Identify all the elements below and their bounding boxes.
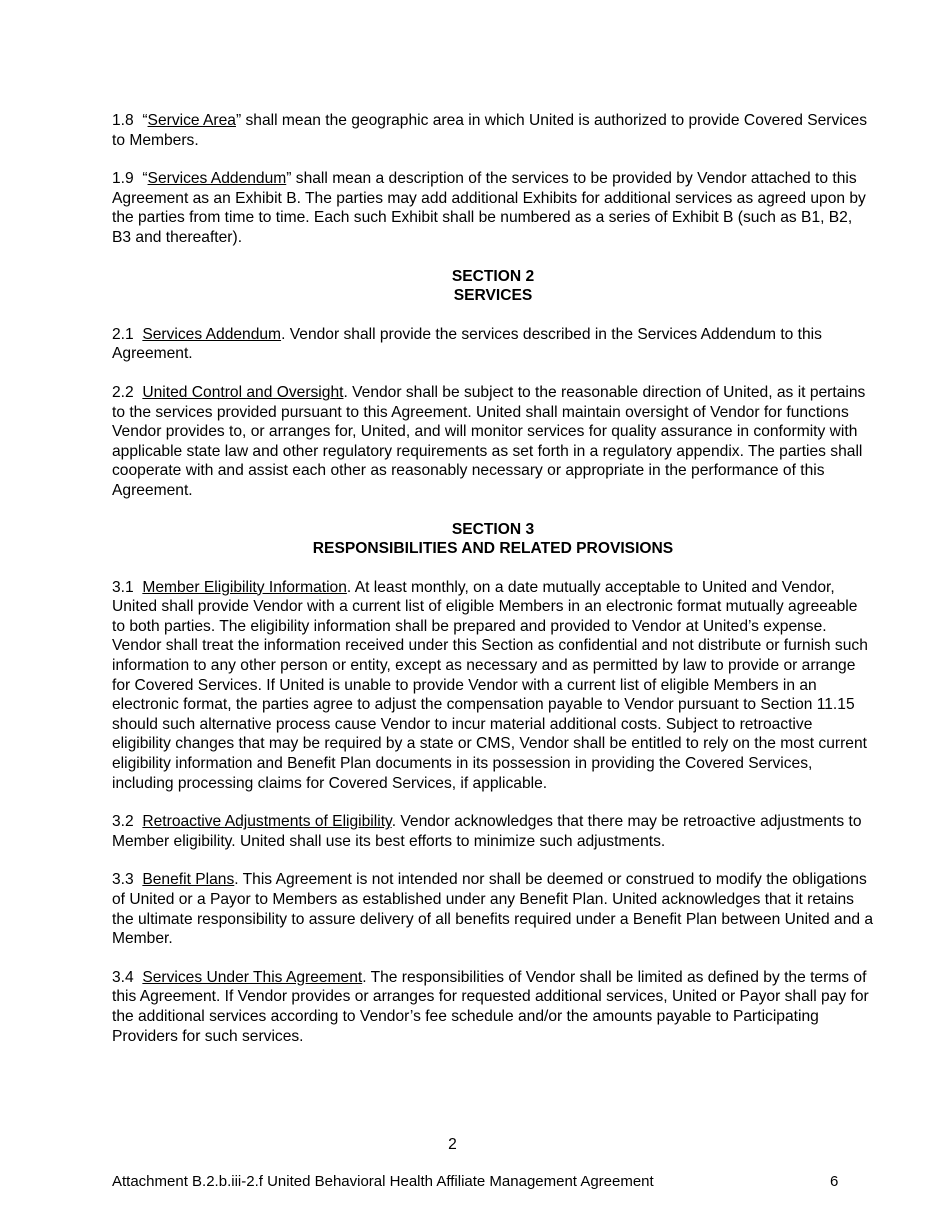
paragraph-heading: Benefit Plans	[142, 871, 235, 889]
paragraph-text: . Vendor shall provide the services described in the Services Addendum to this Agreement.	[112, 325, 822, 363]
section-title: RESPONSIBILITIES AND RELATED PROVISIONS	[312, 540, 674, 558]
paragraph-3-4	[112, 968, 874, 1046]
paragraph-heading: United Control and Oversight	[142, 383, 344, 401]
document-body	[112, 111, 874, 1065]
section-label: SECTION 3	[451, 520, 535, 538]
paragraph-3-1	[112, 578, 874, 794]
paragraph-text: . At least monthly, on a date mutually acceptable to United and Vendor, United shall provide Vendor with a current list of eligible Members in an electronic format mutually agreeable to both parties. The eligibility information shall be prepared and provided to Vendor at United’s expense. Vendor shall treat the information received under this Section as confidential and not distribute or furnish such information to any other person or entity, except as necessary and as permitted by law to provide or arrange for Covered Services. If United is unable to provide Vendor with a current list of eligible Members in an electronic format, the parties agree to adjust the compensation payable to Vendor pursuant to Section 11.15 should such alternative process cause Vendor to incur material additional costs. Subject to retroactive eligibility changes that may be required by a state or CMS, Vendor shall be entitled to rely on the most current eligibility information and Benefit Plan documents in its possession in providing the Covered Services, including processing claims for Covered Services, if applicable.	[112, 578, 868, 792]
paragraph-text: shall mean a description of the services to be provided by Vendor attached to this Agreement as an Exhibit B. The parties may add additional Exhibits for additional services as agreed upon by the parties from time to time. Each such Exhibit shall be numbered as a series of Exhibit B (such as B1, B2, B3 and thereafter).	[112, 170, 866, 246]
paragraph-2-2	[112, 383, 874, 501]
paragraph-1-8: 1.8 “Service Area” shall mean the geographic area in which United is authorized to provide Covered Services to Members.	[112, 112, 868, 149]
paragraph-heading: Member Eligibility Information	[142, 578, 347, 596]
paragraph-number: 2.2	[112, 383, 134, 401]
paragraph-heading: Services Addendum	[142, 325, 282, 343]
paragraph-text: . This Agreement is not intended nor shall be deemed or construed to modify the obligations of United or a Payor to Members as established under any Benefit Plan. United acknowledges that it retains the ultimate responsibility to assure delivery of all benefits required under a Benefit Plan between United and a Member.	[112, 871, 874, 948]
paragraph-heading: Retroactive Adjustments of Eligibility	[142, 813, 392, 831]
paragraph-3-3	[112, 870, 874, 948]
paragraph-number: 1.8	[112, 112, 134, 129]
section-3-heading	[112, 520, 874, 559]
paragraph-number: 3.4	[112, 968, 134, 986]
section-2-heading	[112, 267, 874, 306]
page-number: 2	[448, 1136, 457, 1153]
paragraph-text: . Vendor shall be subject to the reasonable direction of United, as it pertains to the services provided pursuant to this Agreement. United shall maintain oversight of Vendor for functions Vendor provides to, or arranges for, United, and will monitor services for quality assurance in conformity with applicable state law and other regulatory requirements as set forth in a regulatory appendix. The parties shall cooperate with and assist each other as reasonably necessary or appropriate in the performance of this Agreement.	[112, 383, 866, 499]
footer-page-number: 6	[830, 1173, 839, 1190]
paragraph-2-1	[112, 325, 874, 364]
paragraph-number: 3.3	[112, 871, 134, 889]
defined-term: Services Addendum	[147, 170, 287, 188]
paragraph-heading: Services Under This Agreement	[142, 968, 363, 986]
section-label: SECTION 2	[451, 267, 535, 285]
paragraph-text: shall mean the geographic area in which United is authorized to provide Covered Services to Members.	[112, 112, 868, 149]
footer-document-title: Attachment B.2.b.iii-2.f United Behavioral Health Affiliate Management Agreement	[112, 1173, 654, 1190]
paragraph-number: 3.1	[112, 578, 134, 596]
defined-term: Service Area	[147, 112, 236, 129]
paragraph-number: 1.9	[112, 170, 134, 188]
paragraph-1-9: 1.9 “Services Addendum” shall mean a description of the services to be provided by Vendor attached to this Agreement as an Exhibit B. The parties may add additional Exhibits for additional services as agreed upon by the parties from time to time. Each such Exhibit shall be numbered as a series of Exhibit B (such as B1, B2, B3 and thereafter).	[112, 170, 866, 246]
paragraph-text: . Vendor acknowledges that there may be retroactive adjustments to Member eligibility. United shall use its best efforts to minimize such adjustments.	[112, 813, 862, 850]
paragraph-number: 3.2	[112, 813, 134, 831]
paragraph-text: . The responsibilities of Vendor shall be limited as defined by the terms of this Agreement. If Vendor provides or arranges for requested additional services, United or Payor shall pay for the additional services according to Vendor’s fee schedule and/or the amounts payable to Participating Providers for such services.	[112, 968, 869, 1045]
paragraph-number: 2.1	[112, 325, 134, 343]
section-title: SERVICES	[453, 287, 533, 305]
paragraph-3-2	[112, 812, 874, 851]
